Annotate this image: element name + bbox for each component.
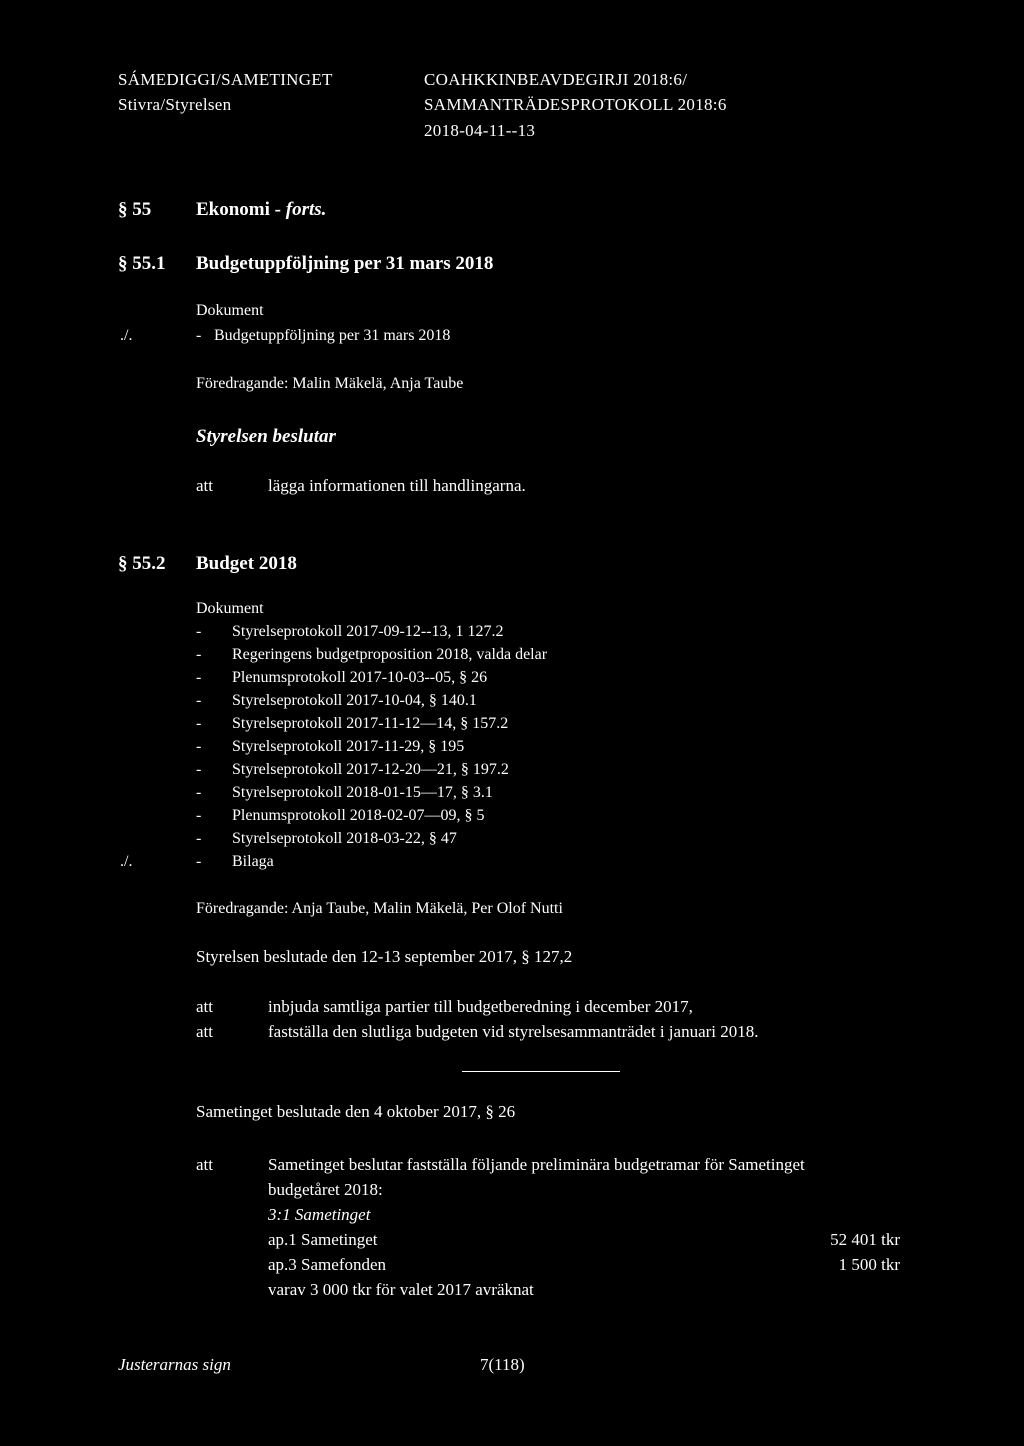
- protocol-date: 2018-04-11--13: [424, 121, 536, 140]
- document-dash: -: [196, 807, 202, 824]
- document-item: Styrelseprotokoll 2018-01-15—17, § 3.1: [232, 784, 493, 801]
- page-number: 7(118): [480, 1355, 525, 1374]
- decision-heading: Styrelsen beslutar: [196, 426, 336, 447]
- document-item: Styrelseprotokoll 2017-12-20—21, § 197.2: [232, 761, 509, 778]
- document-dash: -: [196, 830, 202, 847]
- document-dash: -: [196, 327, 202, 344]
- board-decision-item: inbjuda samtliga partier till budgetberedning i december 2017,: [268, 997, 693, 1016]
- document-item: Budgetuppföljning per 31 mars 2018: [214, 327, 451, 344]
- document-item: Bilaga: [232, 853, 274, 870]
- document-dash: -: [196, 853, 202, 870]
- document-dash: -: [196, 692, 202, 709]
- board-decision-heading: Styrelsen beslutade den 12-13 september 2017, § 127,2: [196, 947, 573, 966]
- document-item: Styrelseprotokoll 2017-09-12--13, 1 127.2: [232, 623, 504, 640]
- document-label: Dokument: [196, 600, 264, 617]
- decision-text: lägga informationen till handlingarna.: [268, 476, 526, 495]
- document-dash: -: [196, 646, 202, 663]
- section-55-title: Ekonomi - forts.: [196, 199, 327, 220]
- section-55-2-number: § 55.2: [118, 553, 166, 574]
- protocol-id-line1: COAHKKINBEAVDEGIRJI 2018:6/: [424, 70, 688, 89]
- document-item: Plenumsprotokoll 2017-10-03--05, § 26: [232, 669, 488, 686]
- attachment-marker: ./.: [120, 327, 133, 344]
- separator-rule: [462, 1071, 620, 1072]
- presenters: Föredragande: Anja Taube, Malin Mäkelä, Per Olof Nutti: [196, 900, 563, 917]
- presenters: Föredragande: Malin Mäkelä, Anja Taube: [196, 375, 464, 392]
- document-item: Styrelseprotokoll 2018-03-22, § 47: [232, 830, 457, 847]
- att-label: att: [196, 1155, 213, 1174]
- protocol-id-line2: SAMMANTRÄDESPROTOKOLL 2018:6: [424, 95, 727, 114]
- signature-label: Justerarnas sign: [118, 1355, 231, 1374]
- document-dash: -: [196, 761, 202, 778]
- budget-item-amount: 52 401 tkr: [830, 1230, 900, 1249]
- att-label: att: [196, 476, 213, 495]
- document-label: Dokument: [196, 302, 264, 319]
- org-name-line2: Stivra/Styrelsen: [118, 95, 232, 114]
- document-dash: -: [196, 669, 202, 686]
- attachment-marker: ./.: [120, 853, 133, 870]
- budget-anslag: 3:1 Sametinget: [268, 1205, 371, 1224]
- document-item: Styrelseprotokoll 2017-10-04, § 140.1: [232, 692, 477, 709]
- section-55-1-number: § 55.1: [118, 253, 166, 274]
- document-item: Styrelseprotokoll 2017-11-12—14, § 157.2: [232, 715, 509, 732]
- att-label: att: [196, 997, 213, 1016]
- document-dash: -: [196, 715, 202, 732]
- plenum-decision-line: budgetåret 2018:: [268, 1180, 383, 1199]
- section-55-number: § 55: [118, 199, 152, 220]
- document-dash: -: [196, 623, 202, 640]
- document-dash: -: [196, 738, 202, 755]
- org-name-line1: SÁMEDIGGI/SAMETINGET: [118, 70, 333, 89]
- board-decision-item: fastställa den slutliga budgeten vid styrelsesammanträdet i januari 2018.: [268, 1022, 759, 1041]
- plenum-decision-heading: Sametinget beslutade den 4 oktober 2017, § 26: [196, 1102, 516, 1121]
- document-item: Plenumsprotokoll 2018-02-07—09, § 5: [232, 807, 485, 824]
- section-55-2-title: Budget 2018: [196, 553, 297, 574]
- section-55-1-title: Budgetuppföljning per 31 mars 2018: [196, 253, 494, 274]
- att-label: att: [196, 1022, 213, 1041]
- budget-item-amount: 1 500 tkr: [838, 1255, 900, 1274]
- budget-item-label: ap.1 Sametinget: [268, 1230, 378, 1249]
- document-dash: -: [196, 784, 202, 801]
- budget-note: varav 3 000 tkr för valet 2017 avräknat: [268, 1280, 534, 1299]
- document-item: Regeringens budgetproposition 2018, valda delar: [232, 646, 548, 663]
- plenum-decision-line: Sametinget beslutar fastställa följande preliminära budgetramar för Sametinget: [268, 1155, 805, 1174]
- budget-item-label: ap.3 Samefonden: [268, 1255, 387, 1274]
- document-item: Styrelseprotokoll 2017-11-29, § 195: [232, 738, 465, 755]
